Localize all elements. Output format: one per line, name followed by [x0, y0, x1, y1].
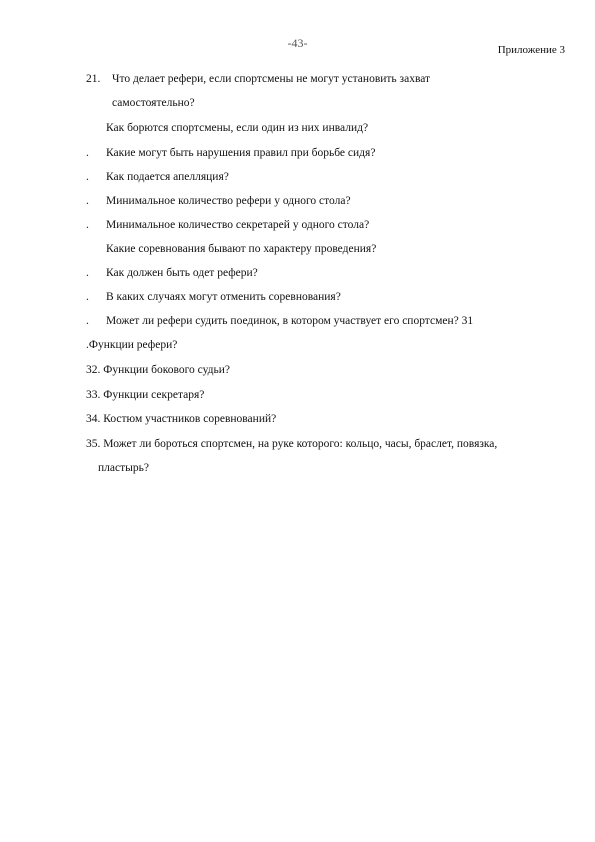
question-marker: .	[86, 267, 89, 279]
question-text: Как борются спортсмены, если один из них инвалид?	[106, 122, 369, 134]
question-marker: 21.	[86, 73, 101, 85]
page-number: -43-	[287, 36, 308, 50]
appendix-label: Приложение 3	[497, 44, 565, 56]
question-marker: .	[86, 315, 89, 327]
question-text: Какие соревнования бывают по характеру проведения?	[106, 243, 377, 255]
question-text: Какие могут быть нарушения правил при борьбе сидя?	[106, 147, 376, 159]
question-marker: .	[86, 291, 89, 303]
question-marker: .	[86, 219, 89, 231]
question-text: Может ли рефери судить поединок, в котором участвует его спортсмен? 31	[106, 315, 474, 327]
question-text: Минимальное количество рефери у одного стола?	[106, 195, 351, 207]
question-text: 34. Костюм участников соревнований?	[86, 413, 277, 425]
question-marker: .	[86, 195, 89, 207]
question-text: 35. Может ли бороться спортсмен, на руке которого: кольцо, часы, браслет, повязка,	[86, 438, 498, 450]
question-text: пластырь?	[98, 462, 149, 474]
question-text: Как подается апелляция?	[106, 171, 229, 183]
question-text: самостоятельно?	[112, 97, 195, 109]
question-text: 32. Функции бокового судьи?	[86, 364, 231, 376]
question-text: Что делает рефери, если спортсмены не могут установить захват	[112, 73, 431, 85]
question-text: Как должен быть одет рефери?	[106, 267, 258, 279]
question-text: .Функции рефери?	[86, 339, 178, 351]
question-text: В каких случаях могут отменить соревнования?	[106, 291, 341, 303]
question-marker: .	[86, 147, 89, 159]
question-text: 33. Функции секретаря?	[86, 389, 205, 401]
question-text: Минимальное количество секретарей у одного стола?	[106, 219, 370, 231]
question-marker: .	[86, 171, 89, 183]
